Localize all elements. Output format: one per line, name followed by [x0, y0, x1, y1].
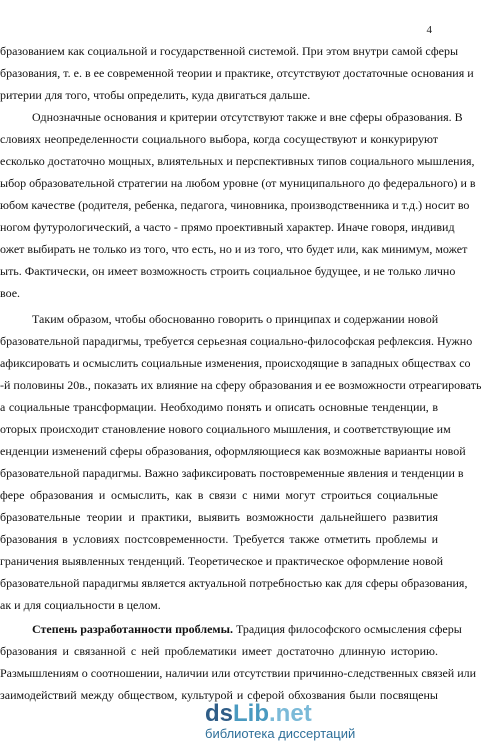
page-number: 4	[426, 24, 432, 36]
text-line: бразовательной парадигмы. Важно зафиксировать постовременные явления и тенденции в	[0, 466, 464, 480]
site-watermark	[205, 700, 440, 742]
text-line: бразовательные теории и практики, выявить возможности дальнейшего развития	[0, 510, 438, 524]
text-line: ыть. Фактически, он имеет возможность строить социальное будущее, и не только лично	[0, 264, 456, 278]
text-line: ногом футурологический, а часто - прямо проективный характер. Иначе говоря, индивид	[0, 220, 455, 234]
text-line: вое.	[0, 286, 21, 300]
site-logo: dsLib.net	[205, 700, 312, 727]
text-line: есколько достаточно мощных, влиятельных и перспективных типов социального мышления,	[0, 154, 475, 168]
text-line: -й половины 20в., показать их влияние на сферу образования и ее возможности отреагировать	[0, 378, 481, 392]
text-line: бразования, т. е. в ее современной теории и практике, отсутствуют достаточные основания и	[0, 66, 474, 80]
text-line: бразованием как социальной и государственной системой. При этом внутри самой сферы	[0, 44, 459, 58]
paragraph-first-line: Таким образом, чтобы обоснованно говорить о принципах и содержании новой	[32, 312, 439, 326]
text-line: ак и для социальности в целом.	[0, 598, 161, 612]
text-line: бразования в условиях постсовременности. Требуется также отметить проблемы и	[0, 532, 438, 546]
site-caption: библиотека диссертаций	[205, 726, 356, 741]
text-line: словиях неопределенности социального выбора, когда сосуществуют и конкурируют	[0, 132, 438, 146]
text-line: бразования и связанной с ней проблематики имеет достаточно длинную историю.	[0, 644, 438, 658]
text-line: ыбор образовательной стратегии на любом уровне (от муниципального до федерального) и в	[0, 176, 476, 190]
text-line: юбом качестве (родителя, ребенка, педагога, чиновника, производственника и т.д.) носит во	[0, 198, 470, 212]
text-line: оторых происходит становление нового социального мышления, и соответствующие им	[0, 422, 451, 436]
section-lead-bold: Степень разработанности проблемы.	[32, 622, 233, 636]
text-line: а социальные трансформации. Необходимо понять и описать основные тенденции, в	[0, 400, 438, 414]
text-line: ожет выбирать не только из того, что есть, но и из того, что будет или, как минимум, может	[0, 242, 468, 256]
paragraph-first-line: Однозначные основания и критерии отсутствуют также и вне сферы образования. В	[32, 110, 463, 124]
text-line: ритерии для того, чтобы определить, куда двигаться дальше.	[0, 88, 311, 102]
text-line: граничения выявленных тенденций. Теоретическое и практическое оформление новой	[0, 554, 444, 568]
text-line: Размышлениям о соотношении, наличии или отсутствии причинно-следственных связей или	[0, 666, 477, 680]
text-line: заимодействий между обществом, культурой и сферой обхозвания были посвящены	[0, 688, 438, 702]
text-line: фере образования и осмыслить, как в связи с ними могут строиться социальные	[0, 488, 438, 502]
text-line: бразовательной парадигмы, требуется серьезная социально-философская рефлексия. Нужно	[0, 334, 473, 348]
text-line: афиксировать и осмыслить социальные изменения, происходящие в западных обществах со	[0, 356, 471, 370]
text-line: бразовательной парадигмы является актуальной потребностью как для сферы образования,	[0, 576, 468, 590]
text-line: енденции изменений сферы образования, оформляющиеся как возможные варианты новой	[0, 444, 466, 458]
section-lead-text: Традиция философского осмысления сферы	[235, 622, 462, 636]
paragraph-first-line	[32, 618, 462, 640]
